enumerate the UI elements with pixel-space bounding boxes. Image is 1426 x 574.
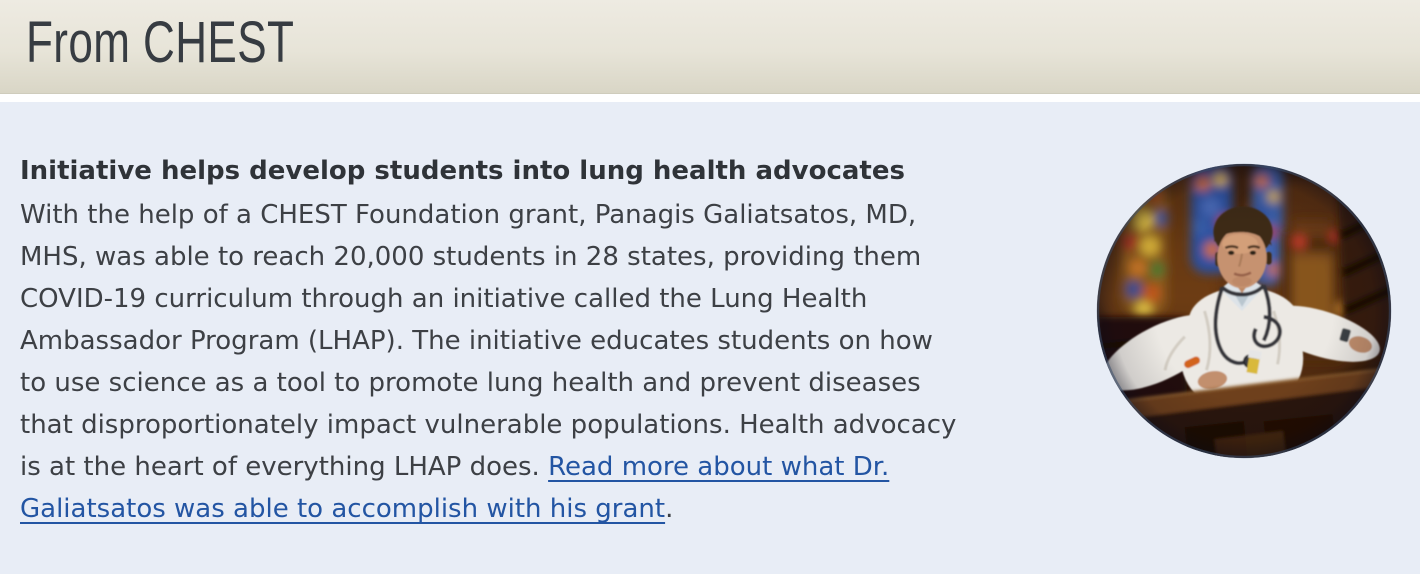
article-headline: Initiative helps develop students into lung health advocates (20, 156, 905, 186)
article-line-text: With the help of a CHEST Foundation grant, Panagis Galiatsatos, MD, (20, 200, 917, 230)
article-line-text: to use science as a tool to promote lung health and prevent diseases (20, 368, 921, 398)
article-line-text: . (665, 494, 674, 524)
article-line (20, 236, 1060, 278)
section-header (0, 0, 1426, 94)
article (20, 150, 1060, 530)
read-more-link[interactable]: Galiatsatos was able to accomplish with his grant (20, 494, 666, 524)
section-title: From CHEST (26, 10, 295, 75)
page-edge-strip (1420, 0, 1426, 574)
read-more-link[interactable]: Read more about what Dr. (548, 452, 890, 482)
article-line-text: Ambassador Program (LHAP). The initiative educates students on how (20, 326, 933, 356)
article-line (20, 404, 1060, 446)
article-line-text: that disproportionately impact vulnerable populations. Health advocacy (20, 410, 957, 440)
article-line (20, 320, 1060, 362)
article-section (0, 102, 1426, 574)
article-line-text: COVID-19 curriculum through an initiative called the Lung Health (20, 284, 868, 314)
article-line (20, 362, 1060, 404)
article-body (20, 194, 1060, 530)
article-line (20, 446, 1060, 488)
article-line (20, 194, 1060, 236)
article-line (20, 278, 1060, 320)
article-line-text: is at the heart of everything LHAP does. (20, 452, 549, 482)
profile-photo (1096, 163, 1392, 459)
article-line (20, 488, 1060, 530)
article-line-text: MHS, was able to reach 20,000 students in 28 states, providing them (20, 242, 922, 272)
